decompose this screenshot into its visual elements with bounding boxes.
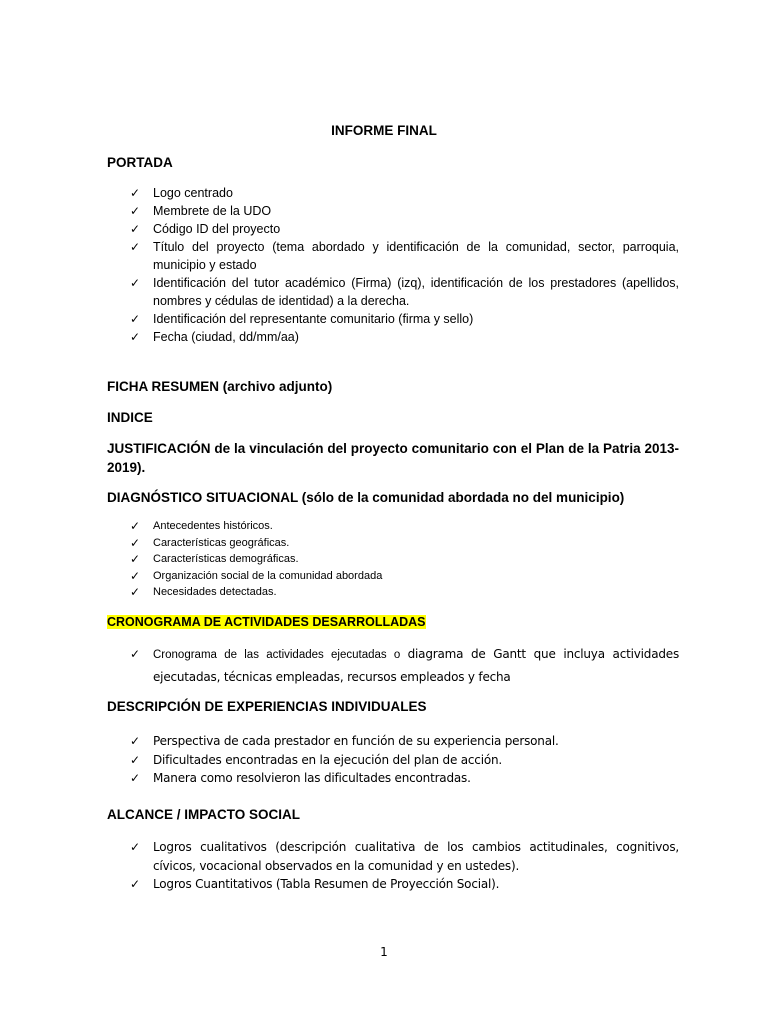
check-icon: ✓ xyxy=(130,519,141,533)
list-item: ✓ Manera como resolvieron las dificultades encontradas. xyxy=(130,769,679,788)
check-icon: ✓ xyxy=(130,771,140,785)
highlighted-heading: CRONOGRAMA DE ACTIVIDADES DESARROLLADAS xyxy=(107,615,426,629)
check-icon: ✓ xyxy=(130,585,141,599)
cronograma-list xyxy=(130,643,679,689)
check-icon: ✓ xyxy=(130,535,141,550)
descripcion-list xyxy=(130,732,679,788)
check-icon: ✓ xyxy=(130,240,141,254)
list-item: ✓ Fecha (ciudad, dd/mm/aa) xyxy=(130,330,299,344)
page-title: INFORME FINAL xyxy=(331,123,437,138)
diagnostico-note: (sólo de la comunidad abordada no del municipio) xyxy=(301,490,625,505)
check-icon: ✓ xyxy=(130,222,141,236)
check-icon: ✓ xyxy=(130,647,141,661)
check-icon: ✓ xyxy=(130,204,141,218)
list-item: ✓ Logros cualitativos (descripción cualitativa de los cambios actitudinales, cognitivos, cívicos, vocacional observados en la comunidad y en ustedes). xyxy=(130,840,679,873)
check-icon: ✓ xyxy=(130,312,141,326)
list-item: ✓ Características demográficas. xyxy=(130,552,299,566)
check-icon: ✓ xyxy=(130,186,141,200)
list-item: ✓ Logros Cuantitativos (Tabla Resumen de Proyección Social). xyxy=(130,875,679,894)
check-icon: ✓ xyxy=(130,752,140,767)
section-heading-portada: PORTADA xyxy=(107,155,173,170)
check-icon: ✓ xyxy=(130,330,141,344)
alcance-list xyxy=(130,838,679,894)
check-icon: ✓ xyxy=(130,552,141,566)
check-icon: ✓ xyxy=(130,276,141,290)
portada-list xyxy=(130,184,679,346)
section-heading-ficha-resumen: FICHA RESUMEN (archivo adjunto) xyxy=(107,379,333,394)
list-item: ✓ Organización social de la comunidad abordada xyxy=(130,568,383,583)
section-heading-diagnostico xyxy=(107,488,679,507)
check-icon: ✓ xyxy=(130,568,141,583)
list-item: ✓ Necesidades detectadas. xyxy=(130,585,277,599)
list-item: ✓ Perspectiva de cada prestador en función de su experiencia personal. xyxy=(130,732,679,751)
section-heading-alcance: ALCANCE / IMPACTO SOCIAL xyxy=(107,807,301,822)
section-heading-justificacion: JUSTIFICACIÓN de la vinculación del proyecto comunitario con el Plan de la Patria 2013-2019). xyxy=(107,441,679,475)
diagnostico-title: DIAGNÓSTICO SITUACIONAL xyxy=(107,490,299,505)
list-item: ✓ Identificación del tutor académico (Firma) (izq), identificación de los prestadores (apellidos, nombres y cédulas de identidad) a la derecha. xyxy=(130,276,679,308)
page-number: 1 xyxy=(380,945,388,959)
section-heading-cronograma xyxy=(107,612,679,632)
check-icon: ✓ xyxy=(130,877,140,891)
list-item: ✓ Título del proyecto (tema abordado y identificación de la comunidad, sector, parroquia, municipio y estado xyxy=(130,240,679,272)
list-item: ✓ Logo centrado xyxy=(130,186,233,200)
section-heading-descripcion: DESCRIPCIÓN DE EXPERIENCIAS INDIVIDUALES xyxy=(107,699,427,714)
section-heading-indice: INDICE xyxy=(107,410,153,425)
list-item: ✓ Características geográficas. xyxy=(130,535,290,550)
list-item: ✓ Cronograma de las actividades ejecutadas o diagrama de Gantt que incluya actividades ejecutadas, técnicas empleadas, recursos empleados y fecha xyxy=(130,643,679,689)
list-item: ✓ Antecedentes históricos. xyxy=(130,519,273,533)
list-item: ✓ Código ID del proyecto xyxy=(130,222,281,236)
list-item: ✓ Membrete de la UDO xyxy=(130,204,272,218)
check-icon: ✓ xyxy=(130,840,140,854)
diagnostico-list xyxy=(130,518,679,601)
check-icon: ✓ xyxy=(130,734,140,748)
list-item: ✓ Dificultades encontradas en la ejecución del plan de acción. xyxy=(130,751,679,770)
list-item: ✓ Identificación del representante comunitario (firma y sello) xyxy=(130,312,474,326)
